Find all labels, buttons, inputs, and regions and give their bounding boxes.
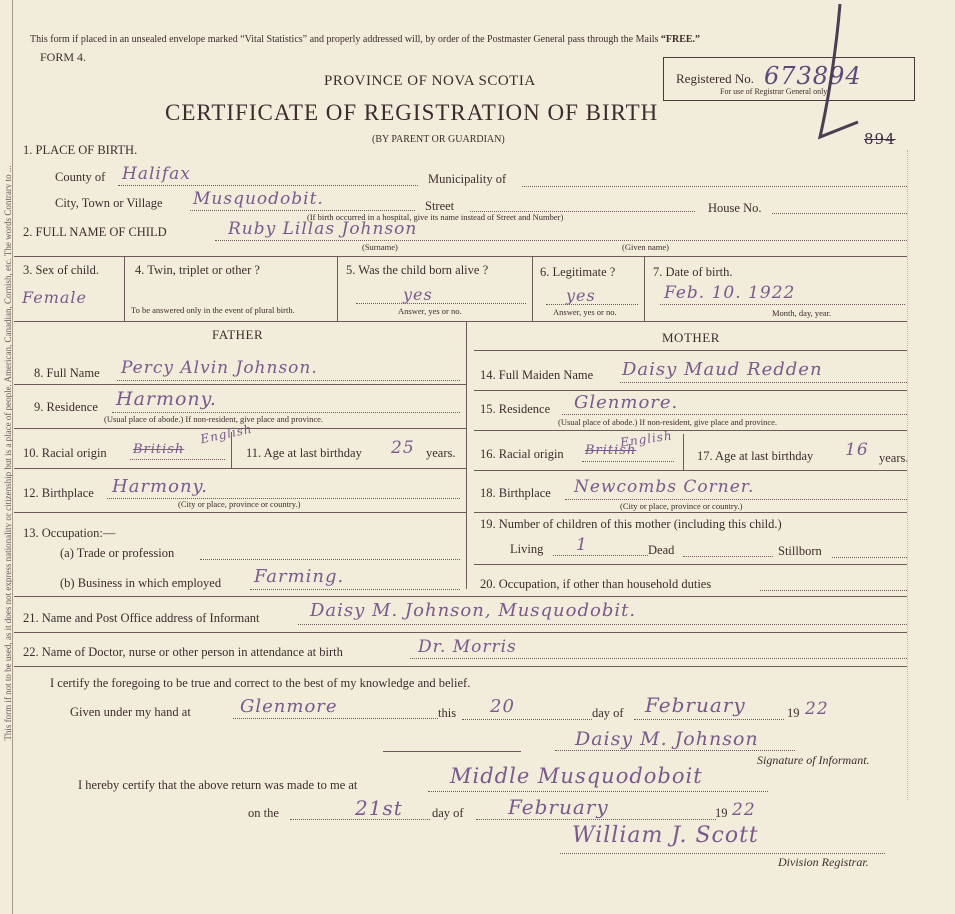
municipality-label: Municipality of [428,172,507,186]
registrar-place-line [428,791,768,792]
father-name-label: 8. Full Name [34,366,100,380]
stillborn-line [832,557,907,558]
father-birthplace-note: (City or place, province or country.) [178,499,301,509]
sex-label: 3. Sex of child. [23,263,100,277]
father-racial-divider [231,432,232,468]
house-no-label: House No. [708,201,762,215]
registered-no-label: Registered No. [676,71,754,86]
mother-racial-value: English [619,428,674,450]
row-3-7-top-rule [14,256,907,257]
mother-age-suffix: years. [879,451,909,465]
registrar-day-of-label: day of [432,806,464,820]
mother-birthplace-line [565,499,907,500]
registrar-signature: William J. Scott [572,823,759,848]
father-residence-value: Harmony. [116,388,217,410]
business-label: (b) Business in which employed [60,576,222,590]
date-of-birth-line [660,304,905,305]
province-heading: PROVINCE OF NOVA SCOTIA [324,73,536,89]
certify-statement: I certify the foregoing to be true and correct to the best of my knowledge and belief. [50,676,471,690]
doctor-line [410,658,907,659]
mother-occupation-line [760,590,907,591]
informant-signature: Daisy M. Johnson [575,728,759,750]
mother-racial-label: 16. Racial origin [480,447,564,461]
registrar-general-note: For use of Registrar General only. [720,87,829,96]
born-alive-line [356,303,526,304]
father-racial-line [130,459,225,460]
signature-of-informant-caption: Signature of Informant. [757,753,870,767]
on-the-label: on the [248,806,279,820]
father-residence-line [112,412,460,413]
parents-divider [466,321,467,589]
mother-age-label: 17. Age at last birthday [697,449,814,463]
living-value: 1 [576,535,588,555]
business-line [250,589,460,590]
cert-year-value: 22 [805,699,829,719]
cert-day-line [462,719,592,720]
mother-children-rule [474,564,907,565]
city-line [190,210,415,211]
father-name-rule [14,384,466,385]
given-place-value: Glenmore [240,696,338,717]
municipality-line [522,186,907,187]
mother-age-value: 16 [845,440,869,460]
trade-line [200,559,460,560]
mother-heading-rule [474,350,907,351]
born-alive-note: Answer, yes or no. [398,306,462,316]
registrar-place-value: Middle Musquodoboit [450,764,703,788]
col-divider-2 [337,256,338,321]
doctor-label: 22. Name of Doctor, nurse or other person in attendance at birth [23,645,343,659]
city-label: City, Town or Village [55,196,163,210]
informant-label: 21. Name and Post Office address of Informant [23,611,260,625]
informant-signature-line [555,750,795,751]
registrar-month-line [476,819,716,820]
date-of-birth-note: Month, day, year. [772,308,832,318]
living-line [553,555,648,556]
father-racial-rule [14,468,466,469]
given-place-line [233,718,438,719]
informant-line [298,624,907,625]
registrar-year-value: 22 [732,800,756,820]
date-of-birth-label: 7. Date of birth. [653,265,733,279]
child-name-line [215,240,907,241]
mother-racial-rule [474,470,907,471]
cert-day-value: 20 [490,696,515,717]
informant-value: Daisy M. Johnson, Musquodobit. [310,600,637,621]
dead-line [683,556,773,557]
postal-notice: This form if placed in an unsealed envelope marked “Vital Statistics” and properly addressed will, by order of the Postmaster General pass through the Mails “FREE.” [30,34,701,45]
mother-racial-struck: British [585,443,637,458]
father-residence-label: 9. Residence [34,400,98,414]
father-birthplace-rule [14,512,466,513]
doctor-bottom-rule [14,666,907,667]
legitimate-note: Answer, yes or no. [553,307,617,317]
father-racial-value: English [199,421,254,447]
margin-note: This form if not to be used, as it does not express nationality or citizenship but is a place of people. American, Canadian, Cornish, etc. The words Contrary to ... [3,165,13,741]
registrar-statement: I hereby certify that the above return was made to me at [78,778,358,792]
registrar-pen-mark [810,2,870,152]
row-3-7-bottom-rule [14,321,907,322]
father-age-value: 25 [391,438,415,458]
col-divider-3 [532,256,533,321]
form-number: FORM 4. [40,50,87,64]
business-value: Farming. [254,566,345,587]
house-no-line [772,213,907,214]
county-line [118,185,418,186]
mother-birthplace-label: 18. Birthplace [480,486,551,500]
certificate-subtitle: (BY PARENT OR GUARDIAN) [372,134,505,145]
mother-birthplace-value: Newcombs Corner. [574,477,755,497]
place-of-birth-label: 1. PLACE OF BIRTH. [23,143,138,157]
informant-top-rule [14,596,907,597]
mother-residence-value: Glenmore. [574,392,679,413]
given-name-caption: (Given name) [622,242,669,252]
legitimate-label: 6. Legitimate ? [540,265,616,279]
city-value: Musquodobit. [193,189,324,209]
mother-residence-note: (Usual place of abode.) If non-resident, give place and province. [558,417,778,427]
mother-name-value: Daisy Maud Redden [622,359,823,380]
registrar-year-prefix: 19 [715,806,728,820]
registrar-month-value: February [508,795,609,819]
stillborn-label: Stillborn [778,544,822,558]
father-name-line [117,380,460,381]
registered-no-value: 673894 [764,62,862,90]
father-birthplace-value: Harmony. [112,476,209,497]
cert-month-value: February [645,693,746,717]
mother-name-line [620,382,907,383]
date-of-birth-value: Feb. 10. 1922 [664,283,796,303]
father-racial-label: 10. Racial origin [23,446,107,460]
given-under-hand-label: Given under my hand at [70,705,191,719]
registrar-signature-line [560,853,885,854]
born-alive-label: 5. Was the child born alive ? [346,263,489,277]
twin-label: 4. Twin, triplet or other ? [135,263,260,277]
mother-name-label: 14. Full Maiden Name [480,368,594,382]
dead-label: Dead [648,543,675,557]
children-count-label: 19. Number of children of this mother (including this child.) [480,517,782,531]
mother-racial-line [582,461,674,462]
child-name-value: Ruby Lillas Johnson [228,219,418,239]
mother-residence-rule [474,430,907,431]
mother-birthplace-note: (City or place, province or country.) [620,501,743,511]
father-racial-struck: British [133,442,185,457]
right-margin-rule [907,150,908,800]
trade-label: (a) Trade or profession [60,546,175,560]
cert-day-of-label: day of [592,706,624,720]
informant-bottom-rule [14,632,907,633]
child-name-label: 2. FULL NAME OF CHILD [23,225,167,239]
this-label: this [438,706,457,720]
legitimate-value: yes [566,286,596,305]
cert-year-prefix: 19 [787,706,800,720]
hospital-note: (If birth occurred in a hospital, give its name instead of Street and Number) [307,212,564,222]
twin-note: To be answered only in the event of plural birth. [131,305,295,315]
mother-name-rule [474,390,907,391]
certificate-title: CERTIFICATE OF REGISTRATION OF BIRTH [165,100,659,125]
doctor-value: Dr. Morris [418,637,517,657]
father-birthplace-label: 12. Birthplace [23,486,94,500]
father-age-label: 11. Age at last birthday [246,446,362,460]
short-rule [383,751,521,752]
margin-rule [12,0,13,914]
col-divider-1 [124,256,125,321]
division-registrar-caption: Division Registrar. [778,855,869,869]
county-value: Halifax [122,164,191,184]
father-residence-note: (Usual place of abode.) If non-resident, give place and province. [104,414,324,424]
registration-box [663,57,915,101]
cert-month-line [634,719,784,720]
father-heading: FATHER [212,327,264,342]
mother-residence-label: 15. Residence [480,402,551,416]
mother-birthplace-rule [474,512,907,513]
mother-heading: MOTHER [662,330,720,345]
county-label: County of [55,170,106,184]
mother-occupation-label: 20. Occupation, if other than household duties [480,577,712,591]
registrar-day-value: 21st [355,796,403,820]
father-name-value: Percy Alvin Johnson. [121,358,318,378]
born-alive-value: yes [403,285,433,304]
surname-caption: (Surname) [362,242,398,252]
street-label: Street [425,199,455,213]
father-occupation-label: 13. Occupation:— [23,526,116,540]
living-label: Living [510,542,544,556]
col-divider-4 [644,256,645,321]
father-age-suffix: years. [426,446,456,460]
mother-racial-divider [683,434,684,470]
mother-residence-line [562,414,907,415]
struck-number: 894 [864,130,896,148]
sex-value: Female [22,288,87,307]
